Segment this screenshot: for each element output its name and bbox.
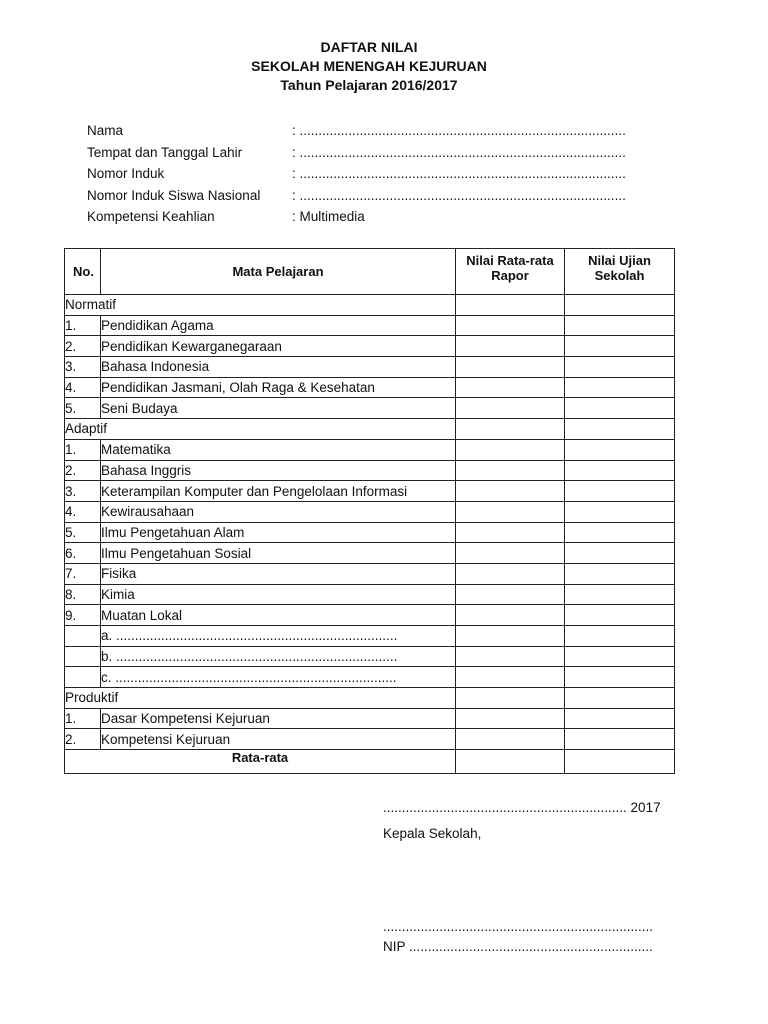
subject-name: Matematika — [101, 439, 456, 460]
rapor-score-cell[interactable] — [456, 688, 565, 709]
info-value[interactable]: : Multimedia — [292, 209, 365, 224]
rapor-score-cell[interactable] — [456, 315, 565, 336]
rapor-score-cell[interactable] — [456, 357, 565, 378]
table-row — [65, 522, 675, 543]
table-row — [65, 398, 675, 419]
ujian-score-cell[interactable] — [565, 439, 675, 460]
ujian-score-cell[interactable] — [565, 481, 675, 502]
rapor-score-cell[interactable] — [456, 626, 565, 647]
subject-name: Dasar Kompetensi Kejuruan — [101, 708, 456, 729]
ujian-score-cell[interactable] — [565, 398, 675, 419]
rapor-score-cell[interactable] — [456, 377, 565, 398]
rapor-score-cell[interactable] — [456, 646, 565, 667]
info-value[interactable]: : ....................................................................................... — [292, 187, 626, 203]
subject-name: Ilmu Pengetahuan Alam — [101, 522, 456, 543]
rapor-score-cell[interactable] — [456, 419, 565, 440]
row-number: 8. — [65, 584, 101, 605]
info-label: Nomor Induk Siswa Nasional — [87, 187, 261, 203]
table-row — [65, 543, 675, 564]
rapor-score-cell[interactable] — [456, 667, 565, 688]
rapor-score-cell[interactable] — [456, 481, 565, 502]
signature-nip-line: NIP ................................................................. — [383, 939, 653, 954]
rapor-score-cell[interactable] — [456, 460, 565, 481]
ujian-score-cell[interactable] — [565, 522, 675, 543]
ujian-score-cell[interactable] — [565, 584, 675, 605]
table-row — [65, 605, 675, 626]
ujian-score-cell[interactable] — [565, 357, 675, 378]
row-number: 1. — [65, 315, 101, 336]
group-label: Adaptif — [65, 419, 456, 440]
table-row — [65, 315, 675, 336]
table-row — [65, 708, 675, 729]
rapor-score-cell[interactable] — [456, 522, 565, 543]
row-number: 4. — [65, 501, 101, 522]
header-rapor: Nilai Rata-rata Rapor — [456, 249, 565, 295]
subject-name: Ilmu Pengetahuan Sosial — [101, 543, 456, 564]
ujian-score-cell[interactable] — [565, 336, 675, 357]
signature-role: Kepala Sekolah, — [383, 826, 482, 841]
signature-date-line: ................................................................. 2017 — [383, 800, 661, 815]
table-row — [65, 729, 675, 750]
info-value[interactable]: : ....................................................................................... — [292, 144, 626, 160]
ujian-score-cell[interactable] — [565, 501, 675, 522]
table-row — [65, 377, 675, 398]
subject-name: Kewirausahaan — [101, 501, 456, 522]
row-number: 2. — [65, 460, 101, 481]
subject-name: Keterampilan Komputer dan Pengelolaan Informasi — [101, 481, 456, 502]
rapor-score-cell[interactable] — [456, 439, 565, 460]
ujian-score-cell[interactable] — [565, 295, 675, 316]
row-number: 1. — [65, 439, 101, 460]
subject-name: Kompetensi Kejuruan — [101, 729, 456, 750]
rapor-score-cell[interactable] — [456, 584, 565, 605]
subject-name: Bahasa Indonesia — [101, 357, 456, 378]
header-ujian: Nilai Ujian Sekolah — [565, 249, 675, 295]
info-value[interactable]: : ....................................................................................... — [292, 166, 626, 181]
subject-name: Kimia — [101, 584, 456, 605]
row-number — [65, 646, 101, 667]
group-label: Produktif — [65, 688, 456, 709]
rapor-score-cell[interactable] — [456, 708, 565, 729]
table-row — [65, 501, 675, 522]
row-number: 4. — [65, 377, 101, 398]
average-ujian-cell[interactable] — [565, 750, 675, 774]
table-group-row — [65, 419, 675, 440]
header-subject: Mata Pelajaran — [101, 249, 456, 295]
row-number: 3. — [65, 481, 101, 502]
table-row — [65, 336, 675, 357]
subject-name: Pendidikan Jasmani, Olah Raga & Kesehatan — [101, 377, 456, 398]
rapor-score-cell[interactable] — [456, 295, 565, 316]
table-group-row — [65, 295, 675, 316]
info-value[interactable]: : ....................................................................................... — [292, 123, 626, 138]
info-label: Tempat dan Tanggal Lahir — [87, 144, 243, 160]
info-label: Kompetensi Keahlian — [87, 209, 215, 224]
row-number: 2. — [65, 336, 101, 357]
document-title: DAFTAR NILAI — [320, 39, 418, 55]
row-number: 5. — [65, 398, 101, 419]
row-number — [65, 626, 101, 647]
ujian-score-cell[interactable] — [565, 605, 675, 626]
rapor-score-cell[interactable] — [456, 336, 565, 357]
average-rapor-cell[interactable] — [456, 750, 565, 774]
table-row — [65, 646, 675, 667]
row-number: 6. — [65, 543, 101, 564]
rapor-score-cell[interactable] — [456, 563, 565, 584]
row-number: 5. — [65, 522, 101, 543]
subject-name: Bahasa Inggris — [101, 460, 456, 481]
subject-name: c. ........................................................................... — [101, 667, 456, 688]
info-label: Nomor Induk — [87, 166, 165, 181]
ujian-score-cell[interactable] — [565, 688, 675, 709]
average-row — [65, 750, 675, 774]
row-number — [65, 667, 101, 688]
document-header — [0, 38, 738, 95]
ujian-score-cell[interactable] — [565, 729, 675, 750]
subject-name: Pendidikan Kewarganegaraan — [101, 336, 456, 357]
academic-year: Tahun Pelajaran 2016/2017 — [280, 77, 458, 93]
table-row — [65, 584, 675, 605]
table-row — [65, 439, 675, 460]
rapor-score-cell[interactable] — [456, 543, 565, 564]
info-label: Nama — [87, 123, 124, 138]
ujian-score-cell[interactable] — [565, 626, 675, 647]
table-row — [65, 481, 675, 502]
ujian-score-cell[interactable] — [565, 377, 675, 398]
row-number: 7. — [65, 563, 101, 584]
subject-name: Fisika — [101, 563, 456, 584]
row-number: 1. — [65, 708, 101, 729]
subject-name: b. ........................................................................... — [101, 646, 456, 667]
school-name: SEKOLAH MENENGAH KEJURUAN — [251, 58, 487, 74]
signature-name-line: ........................................................................ — [383, 919, 654, 934]
rapor-score-cell[interactable] — [456, 729, 565, 750]
ujian-score-cell[interactable] — [565, 543, 675, 564]
table-row — [65, 563, 675, 584]
header-no: No. — [65, 249, 101, 295]
rapor-score-cell[interactable] — [456, 605, 565, 626]
average-label: Rata-rata — [65, 750, 456, 774]
subject-name: Muatan Lokal — [101, 605, 456, 626]
ujian-score-cell[interactable] — [565, 646, 675, 667]
ujian-score-cell[interactable] — [565, 708, 675, 729]
row-number: 3. — [65, 357, 101, 378]
table-row — [65, 626, 675, 647]
ujian-score-cell[interactable] — [565, 667, 675, 688]
row-number: 9. — [65, 605, 101, 626]
ujian-score-cell[interactable] — [565, 563, 675, 584]
table-row — [65, 460, 675, 481]
grades-table — [64, 248, 675, 774]
table-group-row — [65, 688, 675, 709]
ujian-score-cell[interactable] — [565, 315, 675, 336]
subject-name: Pendidikan Agama — [101, 315, 456, 336]
subject-name: a. ........................................................................... — [101, 626, 456, 647]
group-label: Normatif — [65, 295, 456, 316]
rapor-score-cell[interactable] — [456, 501, 565, 522]
subject-name: Seni Budaya — [101, 398, 456, 419]
ujian-score-cell[interactable] — [565, 419, 675, 440]
table-header-row — [65, 249, 675, 295]
rapor-score-cell[interactable] — [456, 398, 565, 419]
table-row — [65, 357, 675, 378]
row-number: 2. — [65, 729, 101, 750]
table-row — [65, 667, 675, 688]
ujian-score-cell[interactable] — [565, 460, 675, 481]
